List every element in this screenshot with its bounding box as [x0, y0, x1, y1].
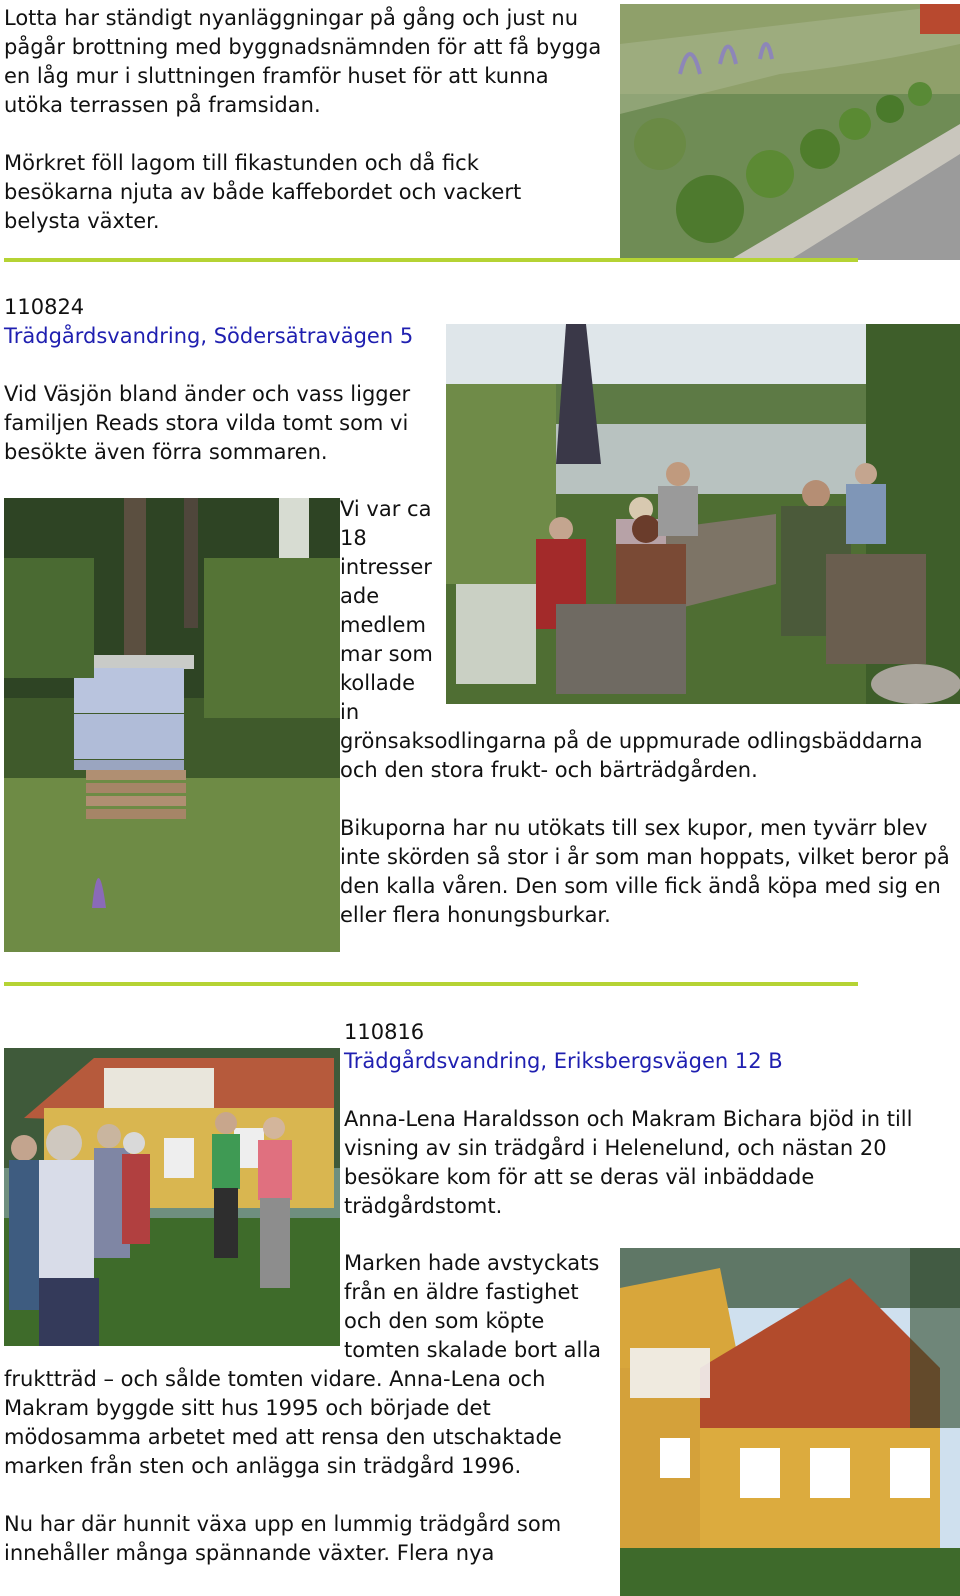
- narrow-line: från en äldre fastighet: [344, 1280, 579, 1304]
- date-110816: 110816: [344, 1020, 425, 1044]
- garden-path-photo: [620, 4, 960, 260]
- visitors-on-lawn-photo: [4, 1048, 340, 1346]
- walk-title-sodersatravagen[interactable]: Trädgårdsvandring, Södersätravägen 5: [4, 324, 414, 348]
- text-line: Makram byggde sitt hus 1995 och började det: [4, 1396, 491, 1420]
- narrow-line: medlem: [340, 613, 426, 637]
- paragraph-vasjon: Vid Väsjön bland änder och vass ligger familjen Reads stora vilda tomt som vi besökte även förra sommaren.: [4, 382, 411, 464]
- paragraph-beehives: Bikuporna har nu utökats till sex kupor, men tyvärr blev inte skörden så stor i år som man hoppats, vilket beror på den kalla våren. Den som ville fick ändå köpa med sig en eller flera honungsburkar.: [340, 816, 950, 927]
- divider-2: [4, 982, 858, 986]
- section-1-text: [4, 4, 608, 236]
- text-line: fruktträd – och sålde tomten vidare. Anna-Lena och: [4, 1367, 546, 1391]
- narrow-line: in: [340, 700, 360, 724]
- paragraph-wall-permit: Lotta har ständigt nyanläggningar på gång och just nu pågår brottning med byggnadsnämnden för att få bygga en låg mur i sluttningen framför huset för att kunna utöka terrassen på framsidan.: [4, 6, 602, 117]
- narrow-line: ade: [340, 584, 380, 608]
- divider-1: [4, 258, 858, 262]
- narrow-line: kollade: [340, 671, 416, 695]
- narrow-line: mar som: [340, 642, 433, 666]
- narrow-line: intresser: [340, 555, 432, 579]
- narrow-text-column: [340, 495, 450, 727]
- text-line: mödosamma arbetet med att rensa den utschaktade: [4, 1425, 562, 1449]
- paragraph-helenelund: Anna-Lena Haraldsson och Makram Bichara bjöd in till visning av sin trädgård i Helenelund, och nästan 20 besökare kom för att se deras väl inbäddade trädgårdstomt.: [344, 1107, 913, 1218]
- date-110824: 110824: [4, 295, 85, 319]
- narrow-line: Marken hade avstyckats: [344, 1251, 600, 1275]
- paragraph-vegetable-beds: grönsaksodlingarna på de uppmurade odlingsbäddarna och den stora frukt- och bärträdgården.: [340, 729, 923, 782]
- text-line: innehåller många spännande växter. Flera nya: [4, 1541, 495, 1565]
- yellow-house-photo: [620, 1248, 960, 1596]
- narrow-line: tomten skalade bort alla: [344, 1338, 602, 1362]
- lakeside-coffee-table-photo: [446, 324, 960, 704]
- paragraph-coffee-break: Mörkret föll lagom till fikastunden och då fick besökarna njuta av både kaffebordet och vackert belysta växter.: [4, 151, 522, 233]
- narrow-line: 18: [340, 526, 367, 550]
- text-line: marken från sten och anlägga sin trädgård 1996.: [4, 1454, 522, 1478]
- walk-title-eriksbergsvagen[interactable]: Trädgårdsvandring, Eriksbergsvägen 12 B: [344, 1049, 783, 1073]
- paragraph-lush-garden: [4, 1510, 608, 1568]
- paragraph-fruit-trees: [4, 1365, 608, 1481]
- beehive-photo: [4, 498, 340, 952]
- text-line: Nu har där hunnit växa upp en lummig trädgård som: [4, 1512, 562, 1536]
- narrow-line: Vi var ca: [340, 497, 432, 521]
- narrow-text-column-2: [344, 1249, 614, 1365]
- narrow-line: och den som köpte: [344, 1309, 545, 1333]
